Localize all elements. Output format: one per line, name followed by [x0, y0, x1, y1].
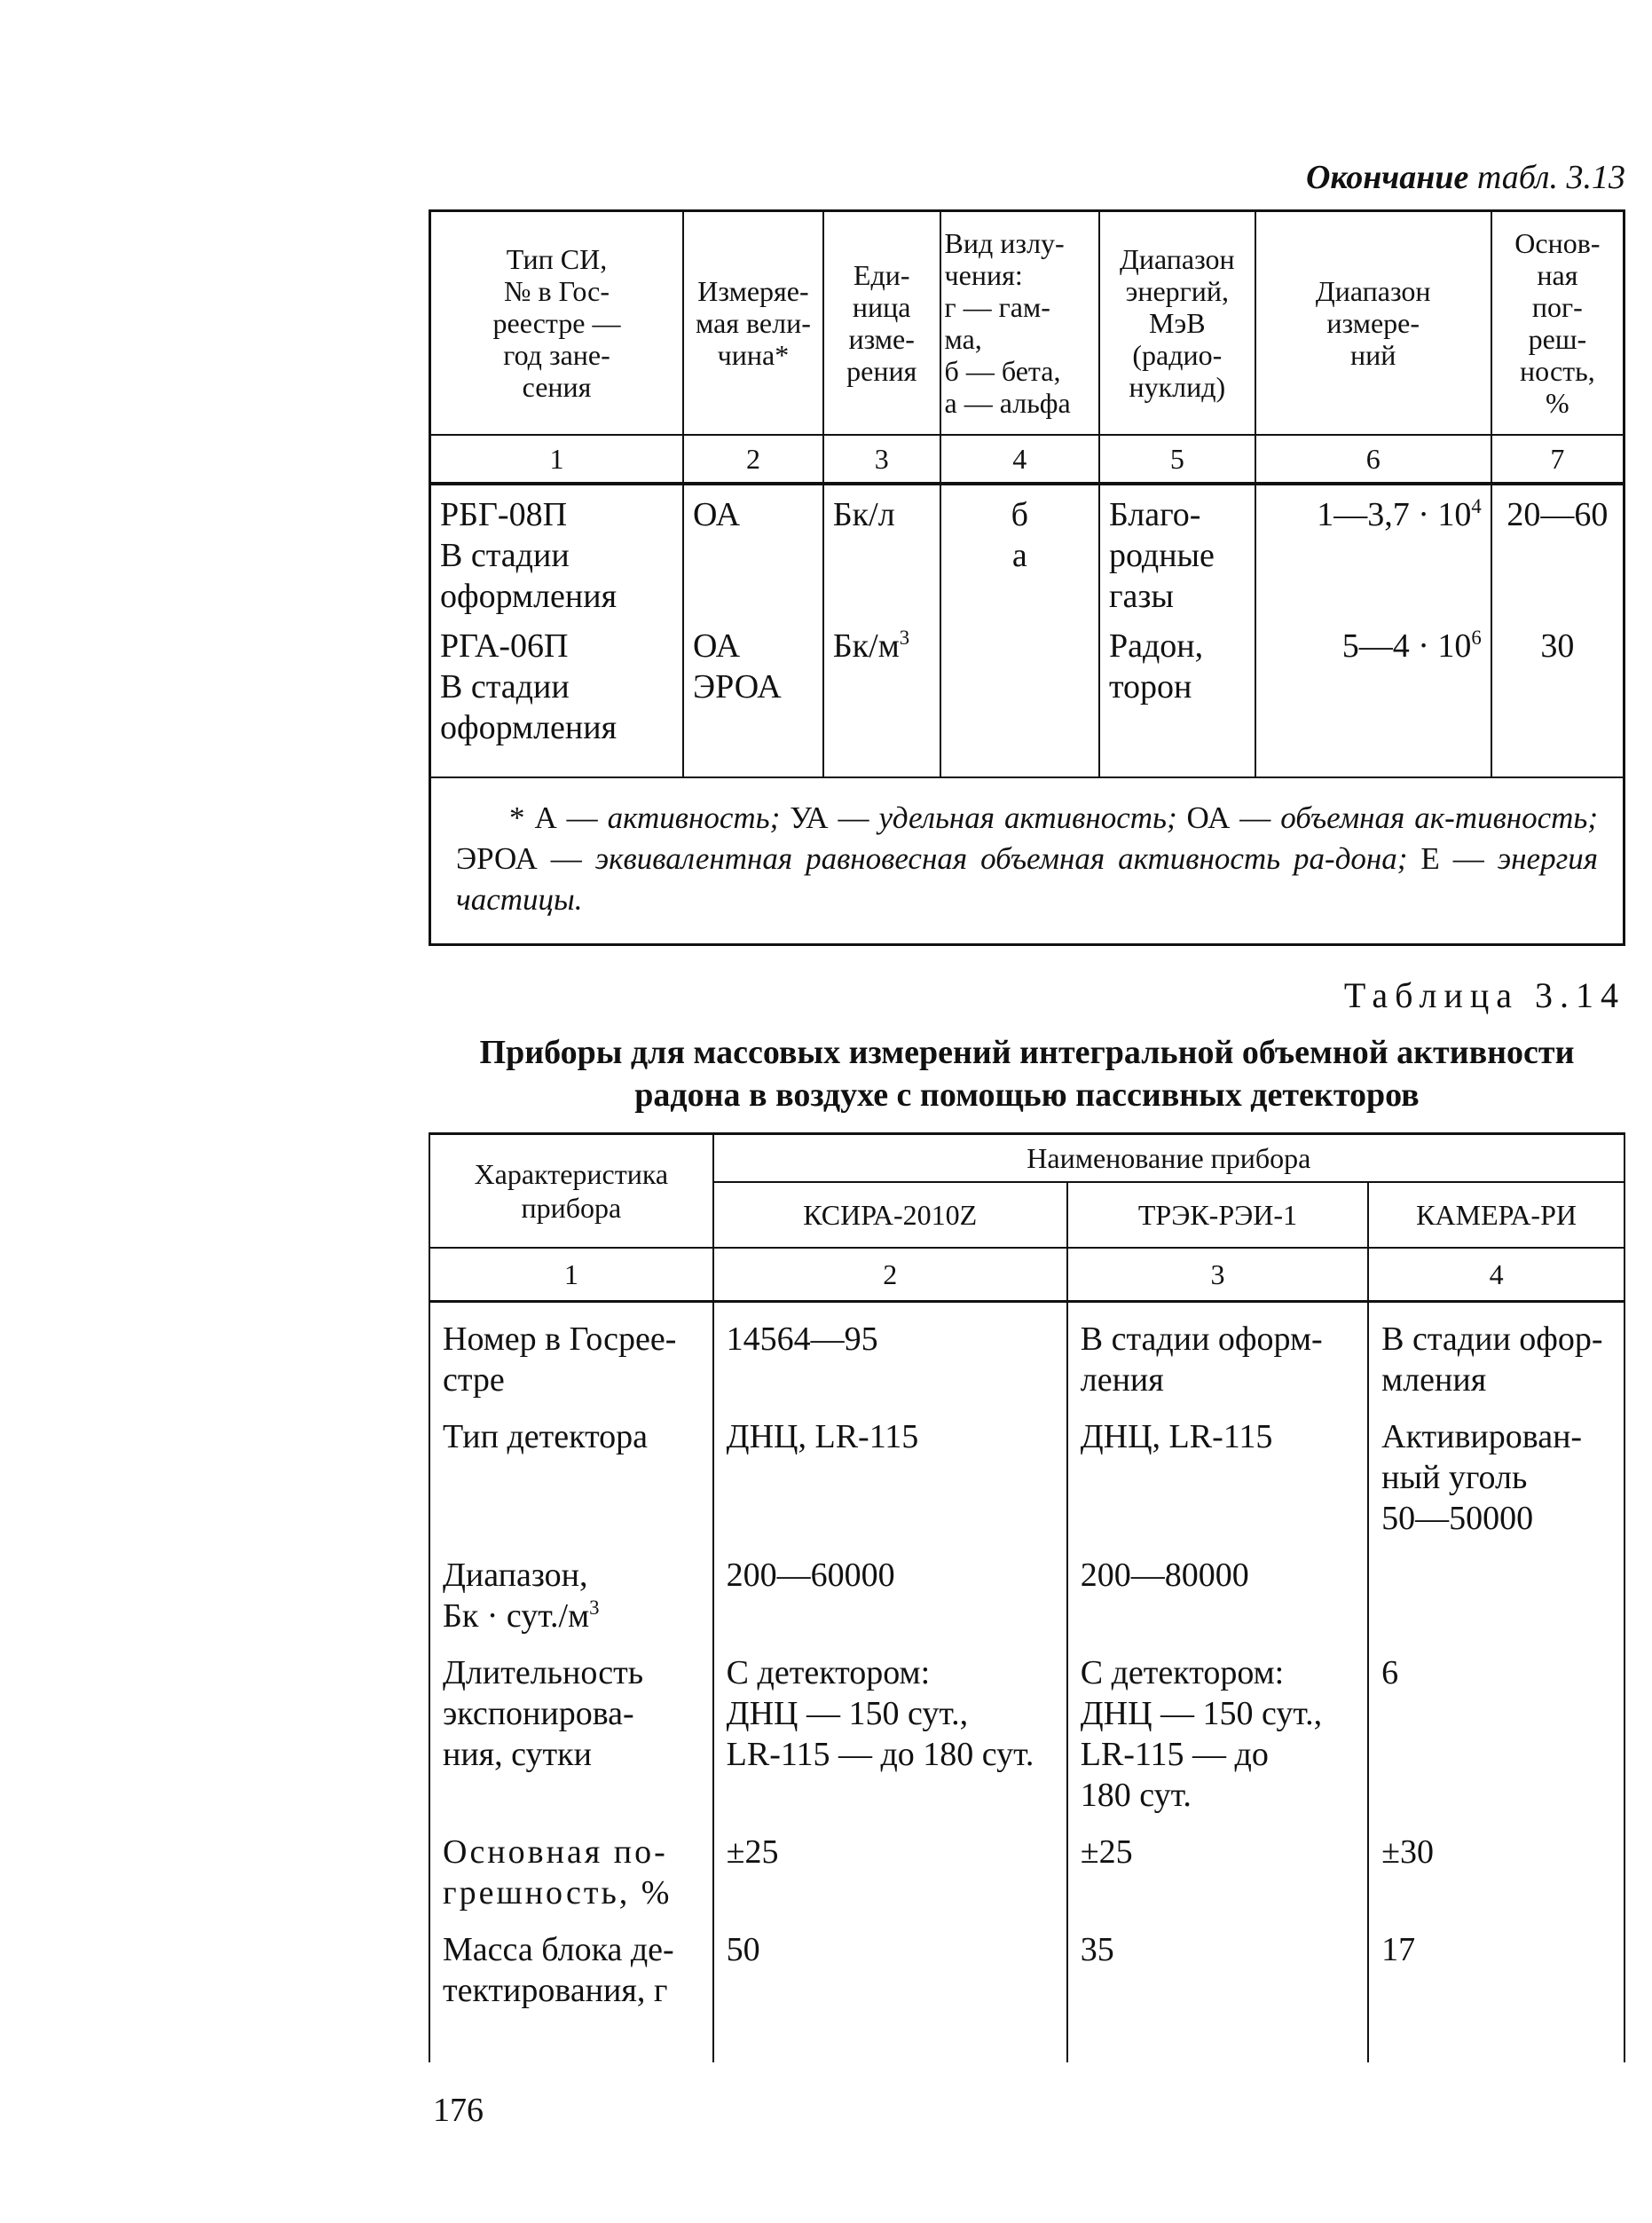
table-row — [429, 1636, 1624, 1816]
column-number: 5 — [1099, 435, 1255, 484]
range-cell: 5—4 · $10^6$ — [1255, 617, 1491, 777]
table-cell: В стадии офор- мления — [1368, 1302, 1624, 1401]
table-3-13 — [429, 209, 1625, 946]
error-cell: 30 — [1491, 617, 1624, 777]
header-cell: Измеряе- мая вели- чина* — [683, 211, 823, 436]
footnote-row — [430, 777, 1624, 945]
column-number: 3 — [1067, 1248, 1368, 1302]
table-row — [429, 1302, 1624, 1401]
table-cell: 6 — [1368, 1636, 1624, 1816]
table-row — [430, 617, 1624, 777]
table-cell: 50 — [713, 1913, 1067, 2062]
table-cell: ДНЦ, LR-115 — [1067, 1400, 1368, 1539]
table-cell — [1368, 1539, 1624, 1636]
table-cell: Активирован- ный уголь 50—50000 — [1368, 1400, 1624, 1539]
table-cell: 200—80000 — [1067, 1539, 1368, 1636]
column-number: 1 — [429, 1248, 713, 1302]
range-cell: 1—3,7 · $10^4$ — [1255, 484, 1491, 617]
column-number-row — [429, 1248, 1624, 1302]
row-label: Тип детектора — [443, 1418, 649, 1455]
header-device: КАМЕРА-РИ — [1368, 1182, 1624, 1248]
row-label: Номер в Госрее- стре — [443, 1320, 677, 1399]
header-device-name: Наименование прибора — [713, 1134, 1624, 1183]
table-cell: ±25 — [1067, 1816, 1368, 1913]
table-row — [429, 1400, 1624, 1539]
table-3-14 — [429, 1132, 1625, 2062]
table-cell: 200—60000 — [713, 1539, 1067, 1636]
header-characteristic: Характеристика прибора — [429, 1134, 713, 1249]
row-label: Основная по- грешность, % — [443, 1833, 673, 1912]
energy-cell: Радон, торон — [1099, 617, 1255, 777]
table-cell: ±25 — [713, 1816, 1067, 1913]
column-number: 4 — [1368, 1248, 1624, 1302]
quantity-cell: ОА ЭРОА — [683, 617, 823, 777]
radiation-cell — [940, 617, 1099, 777]
table-cell: С детектором: ДНЦ — 150 сут., LR-115 — до 180 сут. — [1067, 1636, 1368, 1816]
table-row — [429, 1816, 1624, 1913]
header-cell: Вид излу- чения: г — гам- ма, б — бета, а — альфа — [940, 211, 1099, 436]
table-cell: С детектором: ДНЦ — 150 сут., LR-115 — до 180 сут. — [713, 1636, 1067, 1816]
error-cell: 20—60 — [1491, 484, 1624, 617]
header-device: ТРЭК-РЭИ-1 — [1067, 1182, 1368, 1248]
table-cell: 14564—95 — [713, 1302, 1067, 1401]
unit-cell: $Бк/м^3$ — [823, 617, 940, 777]
column-number: 3 — [823, 435, 940, 484]
footnote: * А — активность; УА — удельная активность; ОА — объемная ак-тивность; ЭРОА — эквивалентная равновесная объемная активность ра-дона; Е — энергия частицы. — [430, 777, 1624, 945]
header-cell: Диапазон измере- ний — [1255, 211, 1491, 436]
column-number: 2 — [683, 435, 823, 484]
column-number: 2 — [713, 1248, 1067, 1302]
table-cell: В стадии оформ- ления — [1067, 1302, 1368, 1401]
header-cell: Еди- ница изме- рения — [823, 211, 940, 436]
table-header-row — [430, 211, 1624, 436]
page-number: 176 — [433, 2092, 484, 2129]
table-row — [429, 1539, 1624, 1636]
row-label: Диапазон, Бк · $сут./м^3$ — [443, 1557, 600, 1635]
device-type-cell: РГА-06П В стадии оформления — [440, 627, 618, 746]
table-caption: Таблица 3.14 — [1343, 975, 1625, 1015]
quantity-cell: ОА — [683, 484, 823, 617]
device-type-cell: РБГ-08П В стадии оформления — [440, 496, 618, 615]
column-number: 7 — [1491, 435, 1624, 484]
radiation-cell: б а — [940, 484, 1099, 617]
header-cell: Диапазон энергий, МэВ (радио- нуклид) — [1099, 211, 1255, 436]
table-header-row — [429, 1134, 1624, 1183]
column-number-row — [430, 435, 1624, 484]
table-row — [429, 1913, 1624, 2062]
table-title: Приборы для массовых измерений интегральной объемной активности радона в воздухе с помощью пассивных детекторов — [479, 1034, 1575, 1114]
header-cell: Основ- ная пог- реш- ность, % — [1491, 211, 1624, 436]
row-label: Масса блока де- тектирования, г — [443, 1931, 674, 2009]
table-cell: 17 — [1368, 1913, 1624, 2062]
table-cell: ±30 — [1368, 1816, 1624, 1913]
table-cell: ДНЦ, LR-115 — [713, 1400, 1067, 1539]
column-number: 4 — [940, 435, 1099, 484]
table-cell: 35 — [1067, 1913, 1368, 2062]
energy-cell: Благо- родные газы — [1099, 484, 1255, 617]
column-number: 6 — [1255, 435, 1491, 484]
column-number: 1 — [430, 435, 684, 484]
header-cell: Тип СИ, № в Гос- реестре — год зане- сения — [430, 211, 684, 436]
header-device: КСИРА-2010Z — [713, 1182, 1067, 1248]
unit-cell: Бк/л — [823, 484, 940, 617]
continuation-label: Окончание табл. 3.13 — [1305, 159, 1625, 196]
row-label: Длительность экспонирова- ния, сутки — [443, 1654, 644, 1773]
table-row — [430, 484, 1624, 617]
